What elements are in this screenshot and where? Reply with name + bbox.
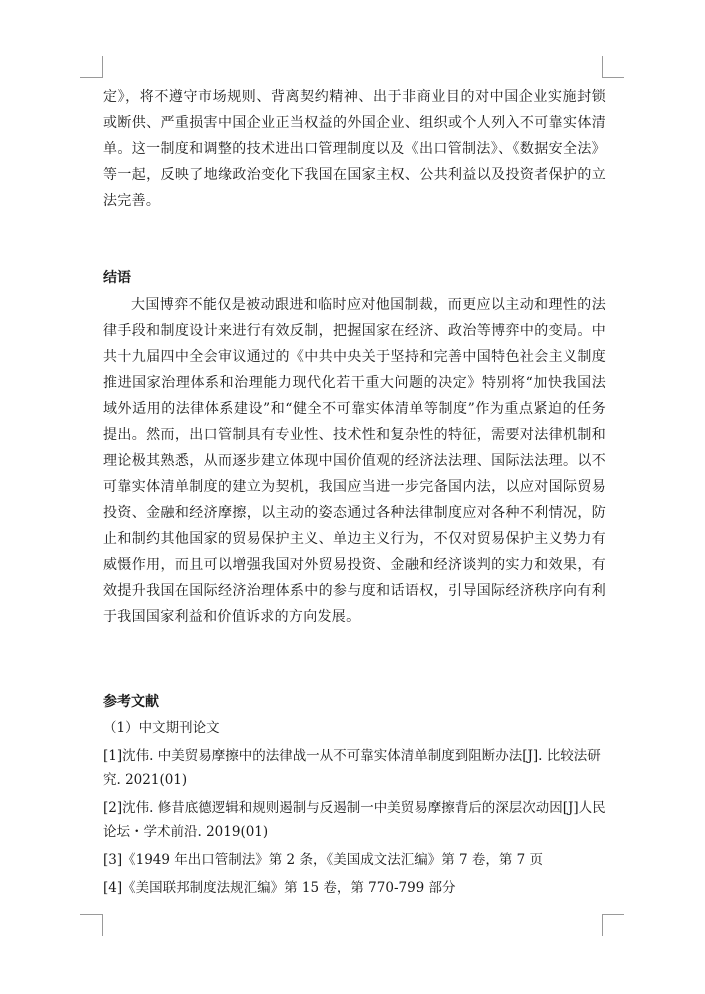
reference-item: [3]《1949 年出口管制法》第 2 条，《美国成文法汇编》第 7 卷，第 7 页	[103, 852, 544, 868]
conclusion-heading: 结语	[103, 270, 131, 286]
reference-item: [2]沈伟. 修昔底德逻辑和规则遏制与反遏制一中美贸易摩擦背后的深层次动因[J]人民论坛・学术前沿. 2019(01)	[103, 800, 606, 840]
references-heading: 参考文献	[103, 694, 159, 710]
crop-mark-bottom-left-v	[102, 914, 103, 936]
crop-mark-top-left-h	[80, 77, 102, 78]
references-subheading: （1）中文期刊论文	[103, 720, 220, 736]
reference-item: [4]《美国联邦制度法规汇编》第 15 卷，第 770-799 部分	[103, 880, 456, 896]
intro-block	[103, 84, 606, 214]
references-section	[103, 692, 606, 900]
crop-mark-bottom-right-v	[602, 914, 603, 936]
conclusion-section	[103, 268, 606, 630]
crop-mark-bottom-right-h	[602, 914, 624, 915]
conclusion-paragraph: 大国博弈不能仅是被动跟进和临时应对他国制裁，而更应以主动和理性的法律手段和制度设计来进行有效反制，把握国家在经济、政治等博弈中的变局。中共十九届四中全会审议通过的《中共中央关于坚持和完善中国特色社会主义制度推进国家治理体系和治理能力现代化若干重大问题的决定》特别将“加快我国法域外适用的法律体系建设”和“健全不可靠实体清单等制度”作为重点紧迫的任务提出。然而，出口管制具有专业性、技术性和复杂性的特征，需要对法律机制和理论极其熟悉，从而逐步建立体现中国价值观的经济法法理、国际法法理。以不可靠实体清单制度的建立为契机，我国应当进一步完备国内法，以应对国际贸易投资、金融和经济摩擦，以主动的姿态通过各种法律制度应对各种不利情况，防止和制约其他国家的贸易保护主义、单边主义行为，不仅对贸易保护主义势力有威慑作用，而且可以增强我国对外贸易投资、金融和经济谈判的实力和效果，有效提升我国在国际经济治理体系中的参与度和话语权，引导国际经济秩序向有利于我国国家利益和价值诉求的方向发展。	[103, 297, 606, 625]
crop-mark-top-left-v	[102, 56, 103, 78]
intro-paragraph: 定》，将不遵守市场规则、背离契约精神、出于非商业目的对中国企业实施封锁或断供、严重损害中国企业正当权益的外国企业、组织或个人列入不可靠实体清单。这一制度和调整的技术进出口管理制度以及《出口管制法》、《数据安全法》等一起，反映了地缘政治变化下我国在国家主权、公共利益以及投资者保护的立法完善。	[103, 89, 606, 209]
crop-mark-bottom-left-h	[80, 914, 102, 915]
reference-item: [1]沈伟. 中美贸易摩擦中的法律战一从不可靠实体清单制度到阻断办法[J]. 比较法研究. 2021(01)	[103, 748, 601, 788]
crop-mark-top-right-v	[602, 56, 603, 78]
crop-mark-top-right-h	[602, 77, 624, 78]
